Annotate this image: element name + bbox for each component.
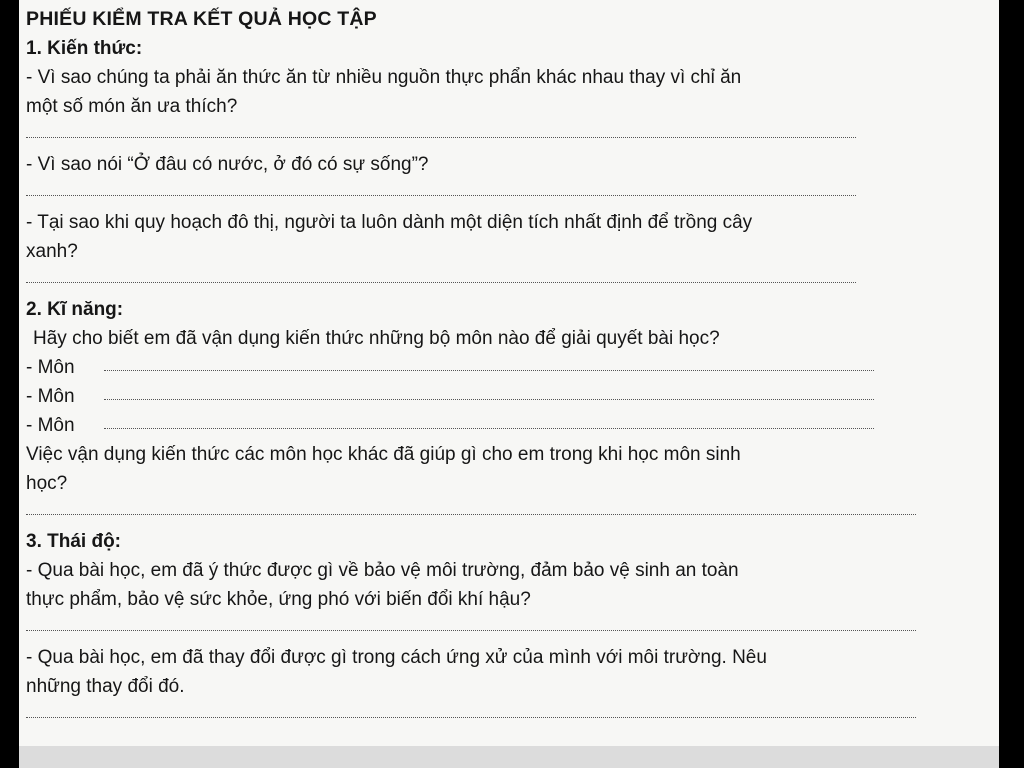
- answer-line[interactable]: [26, 121, 991, 150]
- section-skills-heading: 2. Kĩ năng:: [26, 299, 124, 320]
- section-attitude-heading: 3. Thái độ:: [26, 531, 121, 552]
- knowledge-question-3-line-1: - Tại sao khi quy hoạch đô thị, người ta luôn dành một diện tích nhất định để trồng cây: [26, 212, 753, 233]
- subject-answer-line[interactable]: [104, 428, 874, 429]
- worksheet-page: [19, 0, 999, 768]
- page-bottom-strip: [19, 746, 999, 768]
- subject-row: [26, 382, 991, 411]
- answer-line[interactable]: [26, 179, 991, 208]
- subject-answer-line[interactable]: [104, 370, 874, 371]
- answer-line[interactable]: [26, 266, 991, 295]
- knowledge-question-1-line-1: - Vì sao chúng ta phải ăn thức ăn từ nhiều nguồn thực phẩn khác nhau thay vì chỉ ăn: [26, 67, 742, 88]
- knowledge-question-3-line-2: xanh?: [26, 241, 78, 262]
- knowledge-question-1-line-2: một số món ăn ưa thích?: [26, 96, 238, 117]
- skills-prompt: Hãy cho biết em đã vận dụng kiến thức những bộ môn nào để giải quyết bài học?: [33, 328, 720, 349]
- subject-answer-line[interactable]: [104, 399, 874, 400]
- subject-row: [26, 353, 991, 382]
- subject-label: - Môn: [26, 357, 75, 378]
- answer-line[interactable]: [26, 701, 991, 730]
- page-title: PHIẾU KIỂM TRA KẾT QUẢ HỌC TẬP: [26, 8, 377, 30]
- attitude-question-1-line-1: - Qua bài học, em đã ý thức được gì về bảo vệ môi trường, đảm bảo vệ sinh an toàn: [26, 560, 739, 581]
- subject-label: - Môn: [26, 386, 75, 407]
- attitude-question-1-line-2: thực phẩm, bảo vệ sức khỏe, ứng phó với biến đổi khí hậu?: [26, 589, 531, 610]
- subject-row: [26, 411, 991, 440]
- subject-label: - Môn: [26, 415, 75, 436]
- skills-question-2-line-2: học?: [26, 473, 68, 494]
- worksheet-content: [26, 4, 991, 730]
- section-knowledge-heading: 1. Kiến thức:: [26, 38, 143, 59]
- attitude-question-2-line-1: - Qua bài học, em đã thay đổi được gì trong cách ứng xử của mình với môi trường. Nêu: [26, 647, 767, 668]
- skills-question-2-line-1: Việc vận dụng kiến thức các môn học khác đã giúp gì cho em trong khi học môn sinh: [26, 444, 741, 465]
- answer-line[interactable]: [26, 614, 991, 643]
- attitude-question-2-line-2: những thay đổi đó.: [26, 676, 185, 697]
- answer-line[interactable]: [26, 498, 991, 527]
- knowledge-question-2: - Vì sao nói “Ở đâu có nước, ở đó có sự sống”?: [26, 154, 429, 175]
